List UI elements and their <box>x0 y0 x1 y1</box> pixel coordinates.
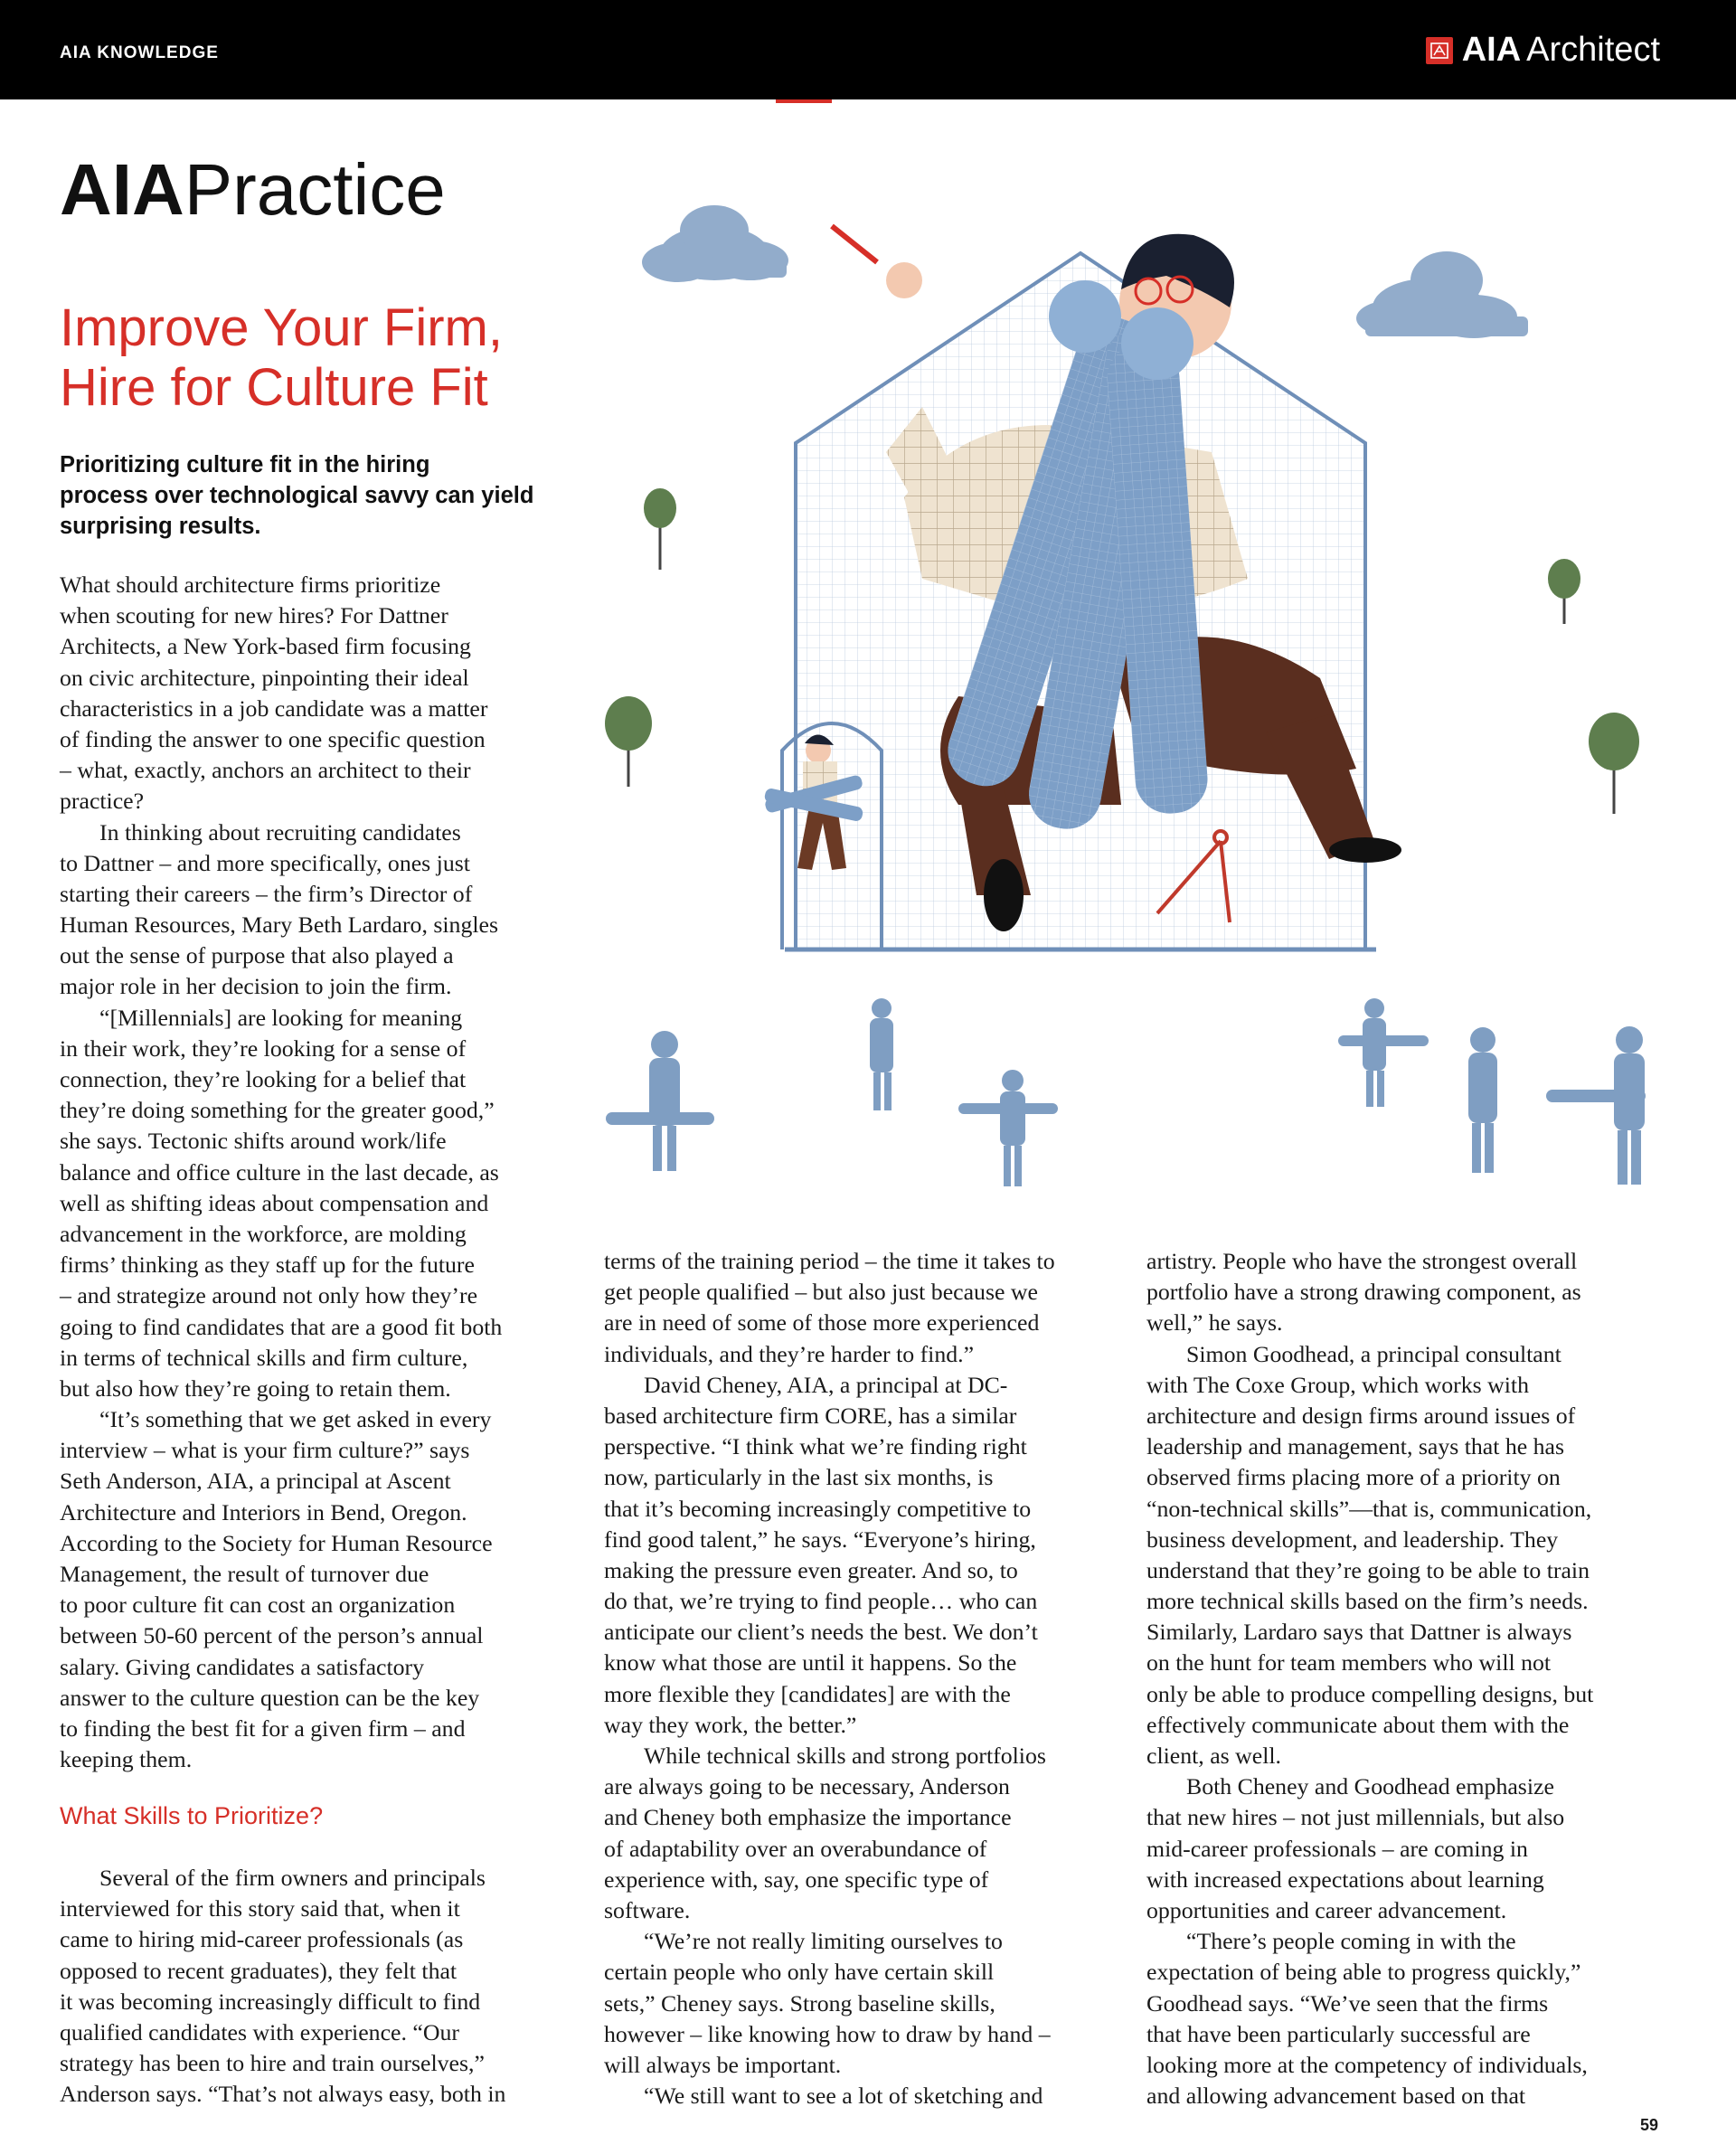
body-text-line: came to hiring mid-career professionals (as <box>60 1926 464 1953</box>
body-text-line: she says. Tectonic shifts around work/life <box>60 1128 447 1155</box>
brand-name-light: Architect <box>1526 31 1660 69</box>
body-text-line: know what those are until it happens. So the <box>604 1649 1017 1676</box>
body-text-line: starting their careers – the firm’s Director of <box>60 880 473 907</box>
body-text-line: it was becoming increasingly difficult to find <box>60 1988 481 2015</box>
deck-line: surprising results. <box>60 514 261 539</box>
brand-masthead <box>1426 31 1660 70</box>
body-text-line: looking more at the competency of individuals, <box>1146 2051 1588 2078</box>
body-text-line: individuals, and they’re harder to find.” <box>604 1340 975 1367</box>
body-text-line: Architects, a New York-based firm focusing <box>60 633 471 660</box>
deck-line: Prioritizing culture fit in the hiring <box>60 452 430 477</box>
body-text-line: Architecture and Interiors in Bend, Oregon. <box>60 1498 467 1525</box>
body-text-line: based architecture firm CORE, has a similar <box>604 1402 1017 1429</box>
header-bar <box>0 0 1736 99</box>
deck-line: process over technological savvy can yield <box>60 483 534 508</box>
body-text-line: that have been particularly successful are <box>1146 2020 1531 2047</box>
crowd-figures-icon <box>606 998 1646 1186</box>
body-text-line: software. <box>604 1896 691 1923</box>
body-text-line: salary. Giving candidates a satisfactory <box>60 1653 425 1680</box>
body-text-line: on the hunt for team members who will not <box>1146 1649 1552 1676</box>
tree-icon <box>1548 559 1580 624</box>
article-headline <box>60 298 602 418</box>
body-text-line: interview – what is your firm culture?” says <box>60 1437 470 1464</box>
tree-icon <box>605 696 652 787</box>
body-text-line: David Cheney, AIA, a principal at DC- <box>644 1371 1008 1398</box>
architect-illustration-icon <box>579 154 1736 1239</box>
body-text-line: observed firms placing more of a priority on <box>1146 1464 1561 1491</box>
body-text-line: to poor culture fit can cost an organization <box>60 1591 456 1619</box>
body-text-line: expectation of being able to progress quickly,” <box>1146 1959 1581 1986</box>
body-text-line: but also how they’re going to retain them. <box>60 1374 451 1402</box>
body-text-line: answer to the culture question can be the key <box>60 1684 480 1711</box>
body-text-line: certain people who only have certain skill <box>604 1959 995 1986</box>
body-text-line: – what, exactly, anchors an architect to their <box>60 757 471 784</box>
body-text-line: client, as well. <box>1146 1743 1281 1769</box>
body-text-line: only be able to produce compelling designs, but <box>1146 1680 1594 1707</box>
article-column-1-continued <box>60 1863 575 2111</box>
body-text-line: find good talent,” he says. “Everyone’s hiring, <box>604 1525 1036 1553</box>
body-text-line: Seth Anderson, AIA, a principal at Ascent <box>60 1468 451 1495</box>
body-text-line: effectively communicate about them with the <box>1146 1711 1570 1738</box>
tree-icon <box>644 488 676 570</box>
body-text-line: with increased expectations about learning <box>1146 1865 1544 1893</box>
article-deck <box>60 449 584 542</box>
body-text-line: understand that they’re going to be able to train <box>1146 1556 1590 1583</box>
body-text-line: with The Coxe Group, which works with <box>1146 1371 1529 1398</box>
body-text-line: “We’re not really limiting ourselves to <box>644 1928 1003 1955</box>
body-text-line: they’re doing something for the greater good,” <box>60 1097 495 1124</box>
body-text-line: perspective. “I think what we’re finding right <box>604 1433 1027 1460</box>
body-text-line: anticipate our client’s needs the best. We don’t <box>604 1619 1038 1646</box>
article-column-3 <box>1146 1246 1676 2111</box>
body-text-line: in terms of technical skills and firm culture, <box>60 1344 468 1371</box>
body-text-line: now, particularly in the last six months, is <box>604 1464 994 1491</box>
body-text-line: characteristics in a job candidate was a matter <box>60 694 488 722</box>
aia-logo-icon <box>1426 37 1453 64</box>
article-subhead: What Skills to Prioritize? <box>60 1802 324 1829</box>
body-text-line: between 50-60 percent of the person’s annual <box>60 1622 484 1649</box>
body-text-line: opportunities and career advancement. <box>1146 1896 1507 1923</box>
body-text-line: more technical skills based on the firm’s needs. <box>1146 1588 1589 1615</box>
body-text-line: more flexible they [candidates] are with the <box>604 1680 1011 1707</box>
body-text-line: however – like knowing how to draw by hand – <box>604 2020 1051 2047</box>
body-text-line: What should architecture firms prioritize <box>60 571 441 598</box>
body-text-line: well,” he says. <box>1146 1309 1283 1336</box>
body-text-line: are always going to be necessary, Anderson <box>604 1773 1010 1800</box>
body-text-line: out the sense of purpose that also played a <box>60 942 454 969</box>
body-text-line: Anderson says. “That’s not always easy, both in <box>60 2081 506 2108</box>
cloud-icon <box>642 205 788 282</box>
body-text-line: Goodhead says. “We’ve seen that the firms <box>1146 1989 1549 2016</box>
page-number: 59 <box>1639 2116 1658 2134</box>
body-text-line: Human Resources, Mary Beth Lardaro, singles <box>60 911 499 939</box>
body-text-line: making the pressure even greater. And so, to <box>604 1556 1018 1583</box>
section-label: AIA KNOWLEDGE <box>60 43 219 62</box>
accent-tick <box>776 99 832 103</box>
body-text-line: get people qualified – but also just because we <box>604 1279 1038 1306</box>
body-text-line: “[Millennials] are looking for meaning <box>99 1004 463 1031</box>
body-text-line: will always be important. <box>604 2051 842 2078</box>
body-text-line: are in need of some of those more experienced <box>604 1309 1040 1336</box>
cloud-icon <box>1356 251 1528 338</box>
body-text-line: do that, we’re trying to find people… who can <box>604 1588 1038 1615</box>
body-text-line: connection, they’re looking for a belief that <box>60 1066 467 1092</box>
body-text-line: In thinking about recruiting candidates <box>99 818 461 845</box>
body-text-line: firms’ thinking as they staff up for the future <box>60 1251 475 1279</box>
body-text-line: to finding the best fit for a given firm – and <box>60 1714 466 1742</box>
headline-line: Hire for Culture Fit <box>60 358 488 417</box>
body-text-line: Similarly, Lardaro says that Dattner is always <box>1146 1619 1572 1646</box>
body-text-line: to Dattner – and more specifically, ones just <box>60 849 470 876</box>
article-column-2 <box>604 1246 1119 2111</box>
body-text-line: opposed to recent graduates), they felt that <box>60 1957 458 1984</box>
section-title-light: Practice <box>184 149 446 230</box>
body-text-line: when scouting for new hires? For Dattner <box>60 602 448 629</box>
body-text-line: well as shifting ideas about compensation and <box>60 1189 489 1216</box>
section-title <box>60 149 446 230</box>
article-column-1 <box>60 570 575 1775</box>
body-text-line: leadership and management, says that he has <box>1146 1433 1565 1460</box>
body-text-line: “We still want to see a lot of sketching and <box>644 2083 1043 2110</box>
body-text-line: Management, the result of turnover due <box>60 1561 429 1587</box>
body-text-line: interviewed for this story said that, when it <box>60 1895 460 1922</box>
body-text-line: sets,” Cheney says. Strong baseline skills, <box>604 1989 995 2016</box>
body-text-line: balance and office culture in the last decade, as <box>60 1158 499 1185</box>
body-text-line: architecture and design firms around issues of <box>1146 1402 1576 1429</box>
body-text-line: that it’s becoming increasingly competitive to <box>604 1495 1032 1522</box>
body-text-line: Both Cheney and Goodhead emphasize <box>1186 1773 1554 1800</box>
headline-line: Improve Your Firm, <box>60 298 503 357</box>
brand-name-bold: AIA <box>1461 31 1522 69</box>
body-text-line: and allowing advancement based on that <box>1146 2083 1526 2110</box>
body-text-line: on civic architecture, pinpointing their ideal <box>60 664 469 691</box>
body-text-line: that new hires – not just millennials, but also <box>1146 1804 1565 1831</box>
body-text-line: portfolio have a strong drawing component, as <box>1146 1279 1581 1306</box>
body-text-line: practice? <box>60 788 145 815</box>
body-text-line: way they work, the better.” <box>604 1711 857 1738</box>
body-text-line: advancement in the workforce, are molding <box>60 1220 467 1247</box>
body-text-line: Several of the firm owners and principals <box>99 1865 486 1891</box>
body-text-line: experience with, say, one specific type of <box>604 1865 989 1893</box>
body-text-line: Simon Goodhead, a principal consultant <box>1186 1340 1561 1367</box>
body-text-line: “It’s something that we get asked in every <box>99 1406 492 1433</box>
tree-icon <box>1589 713 1639 814</box>
body-text-line: going to find candidates that are a good fit both <box>60 1313 503 1340</box>
body-text-line: and Cheney both emphasize the importance <box>604 1804 1012 1831</box>
body-text-line: According to the Society for Human Resource <box>60 1529 493 1556</box>
body-text-line: strategy has been to hire and train ourselves,” <box>60 2050 485 2077</box>
body-text-line: business development, and leadership. They <box>1146 1525 1559 1553</box>
section-title-bold: AIA <box>60 149 184 230</box>
body-text-line: “There’s people coming in with the <box>1186 1928 1516 1955</box>
body-text-line: qualified candidates with experience. “Our <box>60 2018 459 2045</box>
body-text-line: artistry. People who have the strongest overall <box>1146 1248 1578 1274</box>
body-text-line: keeping them. <box>60 1746 193 1773</box>
body-text-line: While technical skills and strong portfolios <box>644 1743 1046 1769</box>
body-text-line: of adaptability over an overabundance of <box>604 1835 987 1862</box>
body-text-line: of finding the answer to one specific question <box>60 725 486 752</box>
body-text-line: – and strategize around not only how they’re <box>60 1282 478 1309</box>
body-text-line: terms of the training period – the time it takes to <box>604 1248 1055 1274</box>
body-text-line: “non-technical skills”—that is, communication, <box>1146 1495 1592 1522</box>
body-text-line: mid-career professionals – are coming in <box>1146 1835 1528 1862</box>
body-text-line: in their work, they’re looking for a sense of <box>60 1034 467 1062</box>
body-text-line: major role in her decision to join the firm. <box>60 973 452 1000</box>
